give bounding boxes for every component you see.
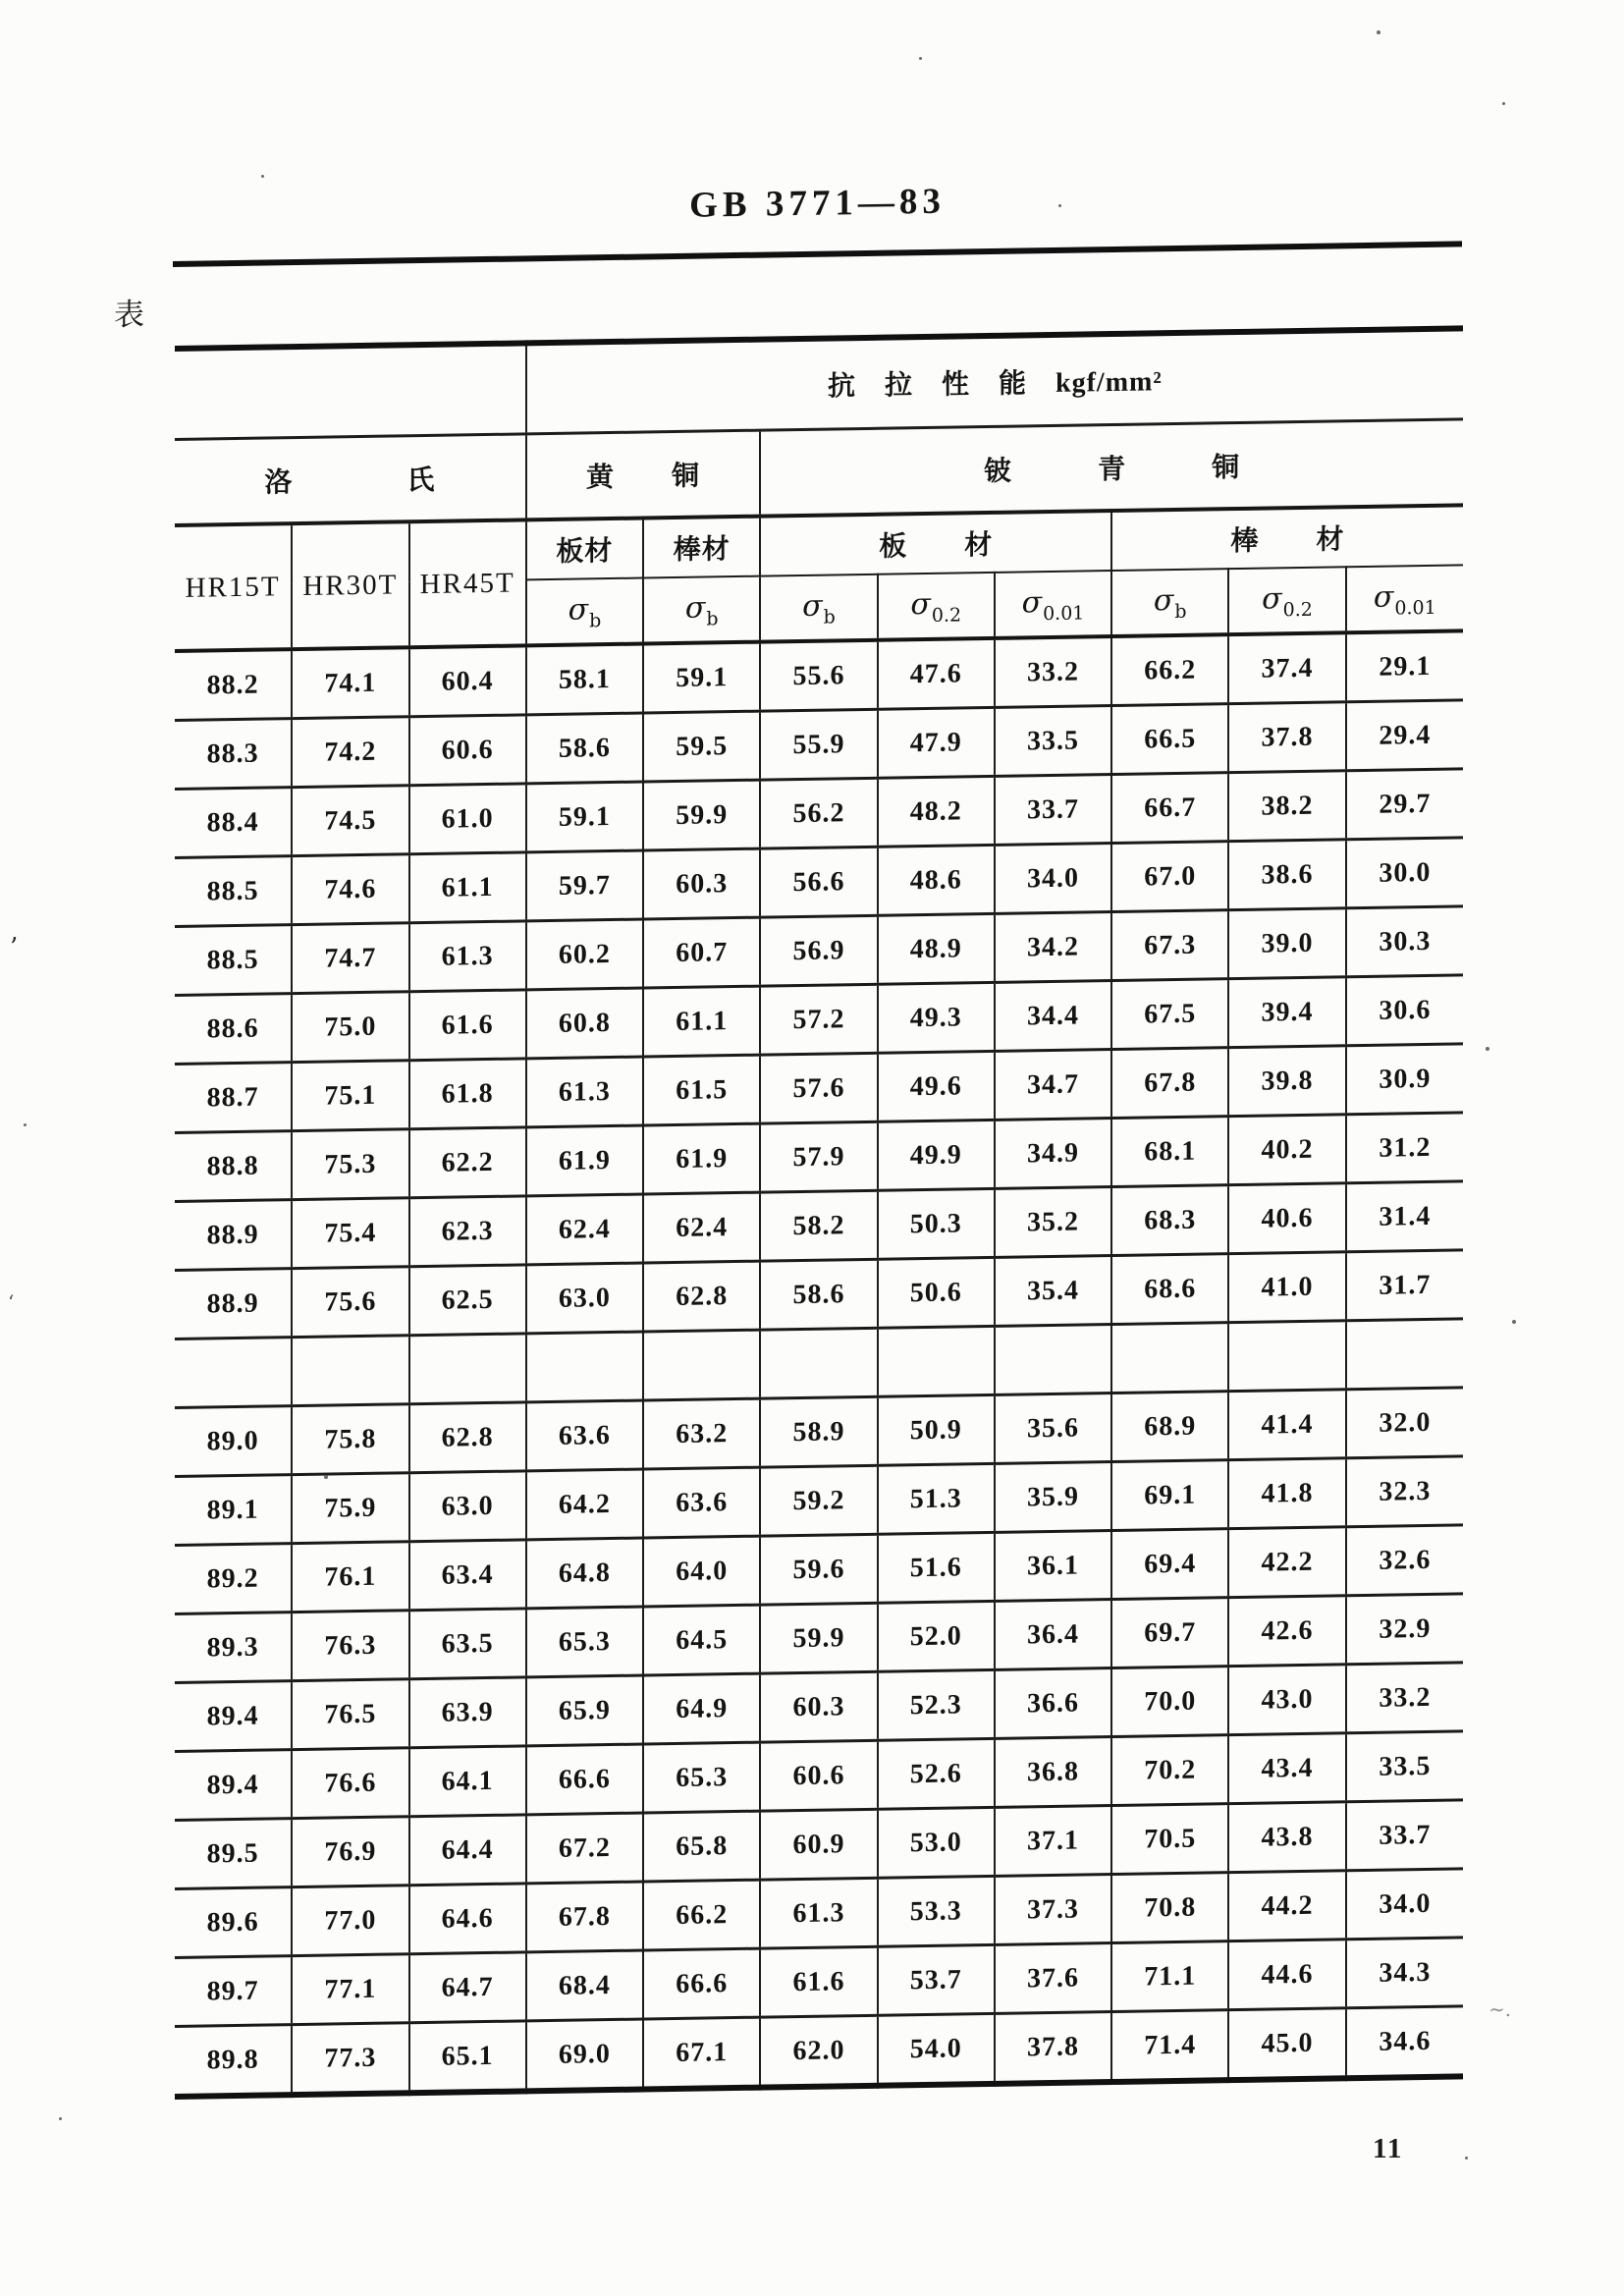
table-cell: 41.4	[1228, 1390, 1345, 1460]
table-cell	[526, 1332, 643, 1402]
table-cell: 49.9	[878, 1120, 995, 1190]
beryllium-bronze-group-header: 铍 青 铜	[760, 419, 1463, 517]
scan-speck	[24, 1123, 27, 1126]
table-cell: 61.9	[643, 1123, 760, 1194]
table-cell: 55.9	[760, 709, 877, 780]
table-cell: 63.6	[526, 1400, 643, 1471]
scan-speck	[1486, 1047, 1489, 1051]
table-cell	[1228, 1321, 1345, 1392]
table-cell: 51.3	[878, 1463, 995, 1534]
table-cell	[1111, 1323, 1228, 1394]
table-cell: 74.7	[292, 923, 408, 994]
table-cell: 61.0	[409, 784, 526, 854]
table-cell: 47.9	[878, 707, 995, 778]
table-cell: 69.1	[1111, 1460, 1228, 1531]
blank-header-cell	[175, 343, 526, 439]
table-cell: 35.6	[995, 1394, 1111, 1464]
table-cell: 64.5	[643, 1605, 760, 1675]
table-cell: 39.0	[1228, 908, 1345, 979]
table-cell	[1346, 1319, 1463, 1390]
table-cell: 43.8	[1228, 1802, 1345, 1873]
hr15t-column-header: HR15T	[175, 523, 292, 651]
table-cell: 61.3	[526, 1057, 643, 1127]
table-cell: 37.4	[1228, 632, 1345, 703]
table-cell: 45.0	[1228, 2008, 1345, 2080]
table-cell: 38.2	[1228, 771, 1345, 842]
table-cell: 89.7	[175, 1956, 292, 2027]
table-cell: 33.5	[995, 706, 1111, 777]
sigma-001-header: $\sigma_{0.01}$	[1346, 565, 1463, 632]
table-cell: 88.8	[175, 1131, 292, 1202]
table-cell: 59.1	[526, 782, 643, 852]
table-cell: 43.4	[1228, 1733, 1345, 1804]
table-cell: 54.0	[878, 2013, 995, 2085]
table-cell: 40.2	[1228, 1115, 1345, 1185]
table-cell: 68.9	[1111, 1392, 1228, 1462]
table-cell: 68.3	[1111, 1185, 1228, 1256]
table-cell: 89.0	[175, 1406, 292, 1477]
table-cell: 59.1	[643, 642, 760, 713]
table-cell	[409, 1334, 526, 1404]
title-rule	[173, 241, 1462, 267]
table-cell: 77.3	[292, 2023, 408, 2095]
table-cell: 34.3	[1346, 1938, 1463, 2008]
table-cell: 34.4	[995, 981, 1111, 1052]
table-cell: 60.6	[760, 1740, 877, 1811]
table-cell: 48.9	[878, 913, 995, 984]
table-cell: 35.2	[995, 1187, 1111, 1258]
scan-mark: ’	[10, 933, 19, 962]
table-cell: 30.3	[1346, 906, 1463, 977]
table-cell: 88.2	[175, 649, 292, 720]
table-cell: 60.3	[760, 1671, 877, 1742]
table-cell: 34.0	[995, 844, 1111, 914]
table-cell	[878, 1326, 995, 1396]
table-cell: 37.1	[995, 1806, 1111, 1877]
table-cell: 36.6	[995, 1668, 1111, 1739]
table-cell: 89.2	[175, 1544, 292, 1614]
table-cell: 37.8	[1228, 702, 1345, 773]
table-cell: 66.7	[1111, 773, 1228, 844]
table-cell: 50.9	[878, 1394, 995, 1465]
table-cell: 36.1	[995, 1531, 1111, 1602]
table-cell: 44.6	[1228, 1940, 1345, 2010]
table-cell: 88.5	[175, 925, 292, 996]
table-cell: 41.0	[1228, 1252, 1345, 1323]
table-cell: 35.4	[995, 1256, 1111, 1327]
table-cell: 63.5	[409, 1609, 526, 1679]
table-cell: 63.0	[409, 1471, 526, 1542]
table-cell: 33.2	[995, 636, 1111, 707]
table-cell: 29.4	[1346, 700, 1463, 771]
table-cell: 59.9	[760, 1603, 877, 1673]
table-cell: 66.2	[643, 1880, 760, 1950]
table-cell: 43.0	[1228, 1665, 1345, 1735]
brass-plate-header: 板材	[526, 519, 643, 580]
scan-speck	[324, 1475, 328, 1479]
sigma-02-header: $\sigma_{0.2}$	[1228, 567, 1345, 634]
table-cell: 70.5	[1111, 1804, 1228, 1875]
sigma-b-header: $\sigma_b$	[760, 574, 877, 642]
table-cell: 75.0	[292, 992, 408, 1063]
table-cell: 76.6	[292, 1748, 408, 1819]
table-cell: 67.5	[1111, 979, 1228, 1050]
table-cell: 59.2	[760, 1465, 877, 1536]
table-cell: 37.6	[995, 1943, 1111, 2014]
table-cell: 67.3	[1111, 910, 1228, 981]
table-cell: 88.7	[175, 1063, 292, 1133]
table-cell: 74.2	[292, 717, 408, 788]
table-cell: 38.6	[1228, 840, 1345, 910]
table-cell: 61.9	[526, 1125, 643, 1196]
table-cell: 61.3	[760, 1878, 877, 1948]
sigma-b-header: $\sigma_b$	[643, 576, 760, 644]
table-cell: 60.7	[643, 917, 760, 988]
table-cell: 51.6	[878, 1532, 995, 1603]
table-cell: 53.0	[878, 1807, 995, 1878]
table-cell: 69.7	[1111, 1598, 1228, 1668]
table-label: 表	[114, 297, 144, 333]
table-cell: 59.5	[643, 711, 760, 782]
table-cell: 52.0	[878, 1601, 995, 1671]
table-cell: 64.2	[526, 1469, 643, 1540]
table-cell: 48.6	[878, 845, 995, 915]
scan-mark: ‘	[8, 1290, 15, 1314]
table-cell: 60.4	[409, 645, 526, 716]
table-cell: 52.3	[878, 1669, 995, 1740]
table-cell: 57.6	[760, 1053, 877, 1123]
table-cell: 61.1	[643, 986, 760, 1057]
table-cell: 61.6	[760, 1946, 877, 2017]
table-cell: 32.3	[1346, 1456, 1463, 1527]
table-cell: 68.6	[1111, 1254, 1228, 1325]
table-cell: 55.6	[760, 640, 877, 711]
sigma-001-header: $\sigma_{0.01}$	[995, 571, 1111, 638]
table-cell: 76.3	[292, 1611, 408, 1681]
table-cell: 76.9	[292, 1817, 408, 1887]
table-cell: 60.2	[526, 919, 643, 990]
table-cell: 32.6	[1346, 1525, 1463, 1596]
scan-speck	[1377, 30, 1380, 34]
table-cell: 33.7	[1346, 1800, 1463, 1871]
table-cell: 64.9	[643, 1673, 760, 1744]
table-cell: 34.2	[995, 912, 1111, 983]
table-cell: 71.4	[1111, 2010, 1228, 2082]
table-cell: 89.4	[175, 1681, 292, 1752]
sigma-02-header: $\sigma_{0.2}$	[878, 573, 995, 640]
table-cell: 60.3	[643, 848, 760, 919]
table-cell: 62.8	[409, 1402, 526, 1473]
table-cell: 89.3	[175, 1613, 292, 1683]
scan-speck	[1512, 1320, 1516, 1324]
table-cell: 42.6	[1228, 1596, 1345, 1667]
table-cell: 68.1	[1111, 1117, 1228, 1187]
hardness-tensile-conversion-table	[175, 325, 1463, 2100]
table-cell: 75.9	[292, 1473, 408, 1544]
table-cell: 64.8	[526, 1538, 643, 1609]
table-cell: 42.2	[1228, 1527, 1345, 1598]
table-cell: 61.5	[643, 1055, 760, 1125]
table-cell: 53.7	[878, 1944, 995, 2015]
table-cell	[643, 1330, 760, 1400]
table-cell: 64.0	[643, 1536, 760, 1607]
brass-bar-header: 棒材	[643, 517, 760, 578]
table-cell: 58.1	[526, 644, 643, 715]
table-cell: 34.6	[1346, 2006, 1463, 2078]
table-cell: 88.6	[175, 994, 292, 1065]
table-cell: 64.7	[409, 1952, 526, 2023]
table-cell: 65.9	[526, 1675, 643, 1746]
table-cell: 67.8	[526, 1882, 643, 1952]
table-cell: 62.2	[409, 1127, 526, 1198]
table-cell: 88.5	[175, 856, 292, 927]
table-cell: 29.1	[1346, 630, 1463, 701]
table-cell: 34.7	[995, 1050, 1111, 1121]
table-cell: 44.2	[1228, 1871, 1345, 1941]
scan-speck	[919, 57, 922, 60]
table-cell: 59.6	[760, 1534, 877, 1605]
table-cell	[760, 1328, 877, 1398]
table-header	[175, 328, 1463, 651]
table-cell	[292, 1336, 408, 1406]
table-cell: 88.3	[175, 719, 292, 790]
table-cell: 75.4	[292, 1198, 408, 1269]
table-cell: 59.9	[643, 780, 760, 850]
table-cell: 34.9	[995, 1119, 1111, 1189]
table-cell: 66.6	[526, 1744, 643, 1815]
table-cell: 62.0	[760, 2015, 877, 2087]
table-cell: 71.1	[1111, 1941, 1228, 2012]
table-cell: 56.6	[760, 847, 877, 917]
scan-speck	[261, 175, 264, 178]
table-cell: 47.6	[878, 638, 995, 709]
table-cell: 35.9	[995, 1462, 1111, 1533]
table-cell: 64.4	[409, 1815, 526, 1886]
table-cell: 60.6	[409, 715, 526, 786]
table-cell: 61.6	[409, 990, 526, 1061]
table-cell: 89.5	[175, 1819, 292, 1889]
table-cell: 58.2	[760, 1190, 877, 1261]
table-cell: 30.0	[1346, 838, 1463, 908]
sigma-b-header: $\sigma_b$	[526, 578, 643, 646]
table-cell: 49.3	[878, 982, 995, 1053]
table-cell: 64.1	[409, 1746, 526, 1817]
table-cell: 53.3	[878, 1876, 995, 1946]
table-cell: 30.9	[1346, 1044, 1463, 1115]
table-cell: 88.9	[175, 1269, 292, 1339]
table-cell: 61.8	[409, 1059, 526, 1129]
table-cell: 74.1	[292, 647, 408, 718]
table-cell: 40.6	[1228, 1183, 1345, 1254]
table-cell: 66.2	[1111, 634, 1228, 705]
table-cell: 66.6	[643, 1948, 760, 2019]
table-cell: 62.4	[643, 1192, 760, 1263]
table-cell: 56.2	[760, 778, 877, 848]
table-cell: 65.1	[409, 2021, 526, 2093]
table-cell: 33.2	[1346, 1663, 1463, 1733]
sigma-b-header: $\sigma_b$	[1111, 569, 1228, 636]
table-cell: 89.6	[175, 1887, 292, 1958]
table-cell: 75.3	[292, 1129, 408, 1200]
table-cell: 67.1	[643, 2017, 760, 2089]
table-cell: 56.9	[760, 915, 877, 986]
tensile-properties-header: 抗 拉 性 能 kgf/mm²	[526, 328, 1463, 433]
table-cell: 50.3	[878, 1188, 995, 1259]
table-cell: 39.4	[1228, 977, 1345, 1048]
table-cell	[995, 1325, 1111, 1395]
table-cell: 70.2	[1111, 1735, 1228, 1806]
table-cell: 62.5	[409, 1265, 526, 1336]
table-cell: 62.3	[409, 1196, 526, 1267]
table-cell: 69.0	[526, 2019, 643, 2091]
table-cell: 75.1	[292, 1061, 408, 1131]
table-cell: 37.3	[995, 1875, 1111, 1945]
table-cell: 63.2	[643, 1398, 760, 1469]
table-cell: 76.1	[292, 1542, 408, 1613]
table-cell: 50.6	[878, 1257, 995, 1328]
scan-pen-mark: ∼.	[1489, 1997, 1512, 2021]
table-cell: 60.9	[760, 1809, 877, 1880]
table-cell: 33.7	[995, 775, 1111, 846]
table-cell: 58.9	[760, 1396, 877, 1467]
table-cell: 66.5	[1111, 704, 1228, 775]
scan-speck	[1058, 204, 1061, 207]
table-cell: 37.8	[995, 2012, 1111, 2084]
table-cell: 88.4	[175, 788, 292, 858]
table-cell: 62.8	[643, 1261, 760, 1332]
table-cell: 89.1	[175, 1475, 292, 1546]
table-cell: 58.6	[760, 1259, 877, 1330]
table-cell: 62.4	[526, 1194, 643, 1265]
table-cell: 63.9	[409, 1677, 526, 1748]
scan-speck	[1465, 2157, 1468, 2159]
table-cell: 89.8	[175, 2025, 292, 2097]
brass-group-header: 黄 铜	[526, 430, 761, 519]
table-cell: 49.6	[878, 1051, 995, 1121]
table-cell: 33.5	[1346, 1731, 1463, 1802]
table-cell: 64.6	[409, 1884, 526, 1954]
table-cell: 58.6	[526, 713, 643, 784]
table-cell: 48.2	[878, 776, 995, 847]
table-cell: 70.0	[1111, 1667, 1228, 1737]
table-cell: 52.6	[878, 1738, 995, 1809]
table-cell	[175, 1338, 292, 1408]
table-cell: 65.3	[526, 1607, 643, 1677]
table-cell: 63.0	[526, 1263, 643, 1334]
table-cell: 74.5	[292, 786, 408, 856]
table-cell: 32.9	[1346, 1594, 1463, 1665]
table-cell: 69.4	[1111, 1529, 1228, 1600]
table-cell: 61.1	[409, 852, 526, 923]
table-cell: 36.4	[995, 1600, 1111, 1670]
table-cell: 65.3	[643, 1742, 760, 1813]
table-cell: 32.0	[1346, 1388, 1463, 1458]
bronze-plate-header: 板 材	[760, 511, 1111, 576]
table-cell: 60.8	[526, 988, 643, 1059]
hr45t-column-header: HR45T	[409, 519, 526, 647]
table-cell: 30.6	[1346, 975, 1463, 1046]
table-cell: 41.8	[1228, 1458, 1345, 1529]
table-cell: 63.6	[643, 1467, 760, 1538]
table-cell: 61.3	[409, 921, 526, 992]
table-cell: 70.8	[1111, 1873, 1228, 1943]
table-cell: 31.4	[1346, 1181, 1463, 1252]
table-cell: 39.8	[1228, 1046, 1345, 1117]
hr30t-column-header: HR30T	[292, 521, 408, 649]
table-cell: 75.8	[292, 1404, 408, 1475]
bronze-bar-header: 棒 材	[1111, 505, 1463, 571]
table-cell: 67.2	[526, 1813, 643, 1884]
scan-speck	[59, 2117, 62, 2120]
table-cell: 63.4	[409, 1540, 526, 1611]
table-cell: 36.8	[995, 1737, 1111, 1808]
page-number: 11	[1373, 2133, 1404, 2164]
table-cell: 89.4	[175, 1750, 292, 1821]
table-cell: 67.8	[1111, 1048, 1228, 1119]
table-cell: 59.7	[526, 850, 643, 921]
rockwell-group-header: 洛 氏	[175, 434, 526, 525]
table-cell: 31.2	[1346, 1113, 1463, 1183]
standard-code-heading: GB 3771—83	[689, 181, 946, 226]
table-cell: 67.0	[1111, 842, 1228, 912]
table-cell: 57.2	[760, 984, 877, 1055]
table-cell: 77.0	[292, 1886, 408, 1956]
scan-speck	[1502, 102, 1505, 105]
table-cell: 34.0	[1346, 1869, 1463, 1940]
table-cell: 65.8	[643, 1811, 760, 1882]
table-body	[175, 630, 1463, 2097]
table-cell: 31.7	[1346, 1250, 1463, 1321]
table-cell: 88.9	[175, 1200, 292, 1271]
table-cell: 77.1	[292, 1954, 408, 2025]
table-cell: 76.5	[292, 1679, 408, 1750]
table-cell: 29.7	[1346, 769, 1463, 840]
table-cell: 57.9	[760, 1121, 877, 1192]
table-cell: 75.6	[292, 1267, 408, 1338]
table-cell: 68.4	[526, 1950, 643, 2021]
table-cell: 74.6	[292, 854, 408, 925]
